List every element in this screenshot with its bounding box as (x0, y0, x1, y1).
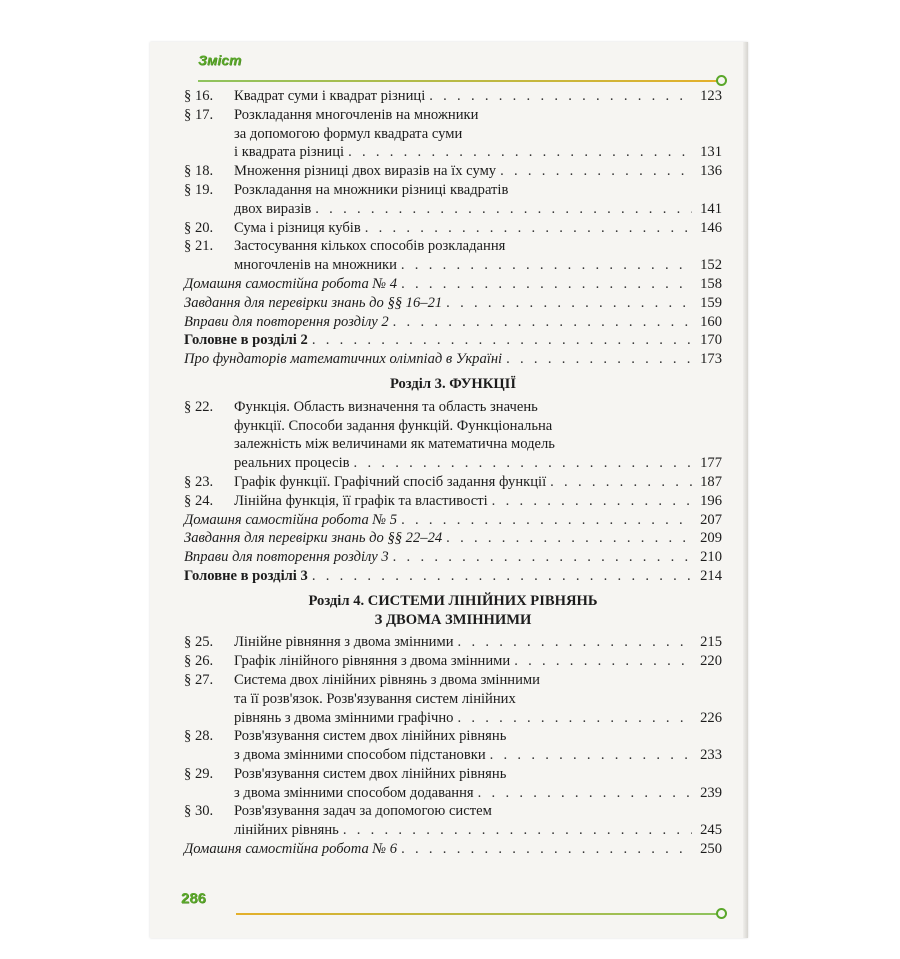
toc-entry-title: і квадрата різниці (234, 144, 345, 161)
toc-leader-dots (401, 840, 692, 859)
toc-page-number: 160 (700, 313, 722, 330)
toc-section-4 (184, 633, 722, 859)
toc-leader-dots (401, 275, 692, 294)
toc-entry (184, 529, 722, 548)
toc-entry-number: § 26. (184, 653, 214, 670)
toc-entry (184, 671, 722, 727)
toc-leader-dots (312, 567, 692, 586)
section-heading-line: Розділ 4. СИСТЕМИ ЛІНІЙНИХ РІВНЯНЬ (308, 592, 598, 609)
toc-leader-dots (401, 256, 692, 275)
toc-page-number: 233 (700, 747, 722, 764)
toc-entry-number: § 29. (184, 765, 214, 782)
toc-entry-title: Завдання для перевірки знань до §§ 16–21 (184, 294, 443, 311)
toc-entry-title: з двома змінними способом додавання (234, 784, 474, 801)
toc-entry-number: § 16. (184, 88, 214, 104)
toc-section-2-tail (184, 87, 722, 369)
toc-page-number: 214 (700, 567, 722, 584)
toc-entry-title: залежність між величинами як математична модель (234, 436, 555, 453)
toc-entry (184, 633, 722, 652)
section-4-heading (184, 592, 722, 630)
toc-entry-title: Сума і різниця кубів (234, 219, 361, 236)
toc-page-number: 207 (700, 511, 722, 528)
toc-entry-title: Завдання для перевірки знань до §§ 22–24 (184, 530, 443, 547)
footer-rule (236, 913, 720, 915)
footer-rule-circle-icon (716, 908, 727, 919)
toc-entry-title: лінійних рівнянь (234, 822, 339, 839)
toc-entry (184, 237, 722, 275)
toc-leader-dots (506, 350, 692, 369)
toc-page-number: 170 (700, 332, 722, 349)
toc-entry-number: § 23. (184, 473, 214, 490)
toc-page-number: 177 (700, 455, 722, 472)
toc-entry-number: § 25. (184, 634, 214, 651)
toc-page-number: 123 (700, 88, 722, 104)
toc-entry-number: § 19. (184, 181, 214, 198)
toc-leader-dots (401, 511, 692, 530)
toc-entry-title: Розкладання многочленів на множники (234, 106, 479, 123)
toc-leader-dots (315, 200, 692, 219)
toc-entry (184, 548, 722, 567)
toc-leader-dots (393, 548, 692, 567)
toc-entry-title: Вправи для повторення розділу 3 (184, 549, 389, 566)
toc-page-number: 209 (700, 530, 722, 547)
toc-page-number: 146 (700, 219, 722, 236)
toc-entry-title: Вправи для повторення розділу 2 (184, 313, 389, 330)
toc-entry (184, 181, 722, 219)
toc-page-number: 152 (700, 257, 722, 274)
toc-page-number: 159 (700, 294, 722, 311)
toc-page-number: 131 (700, 144, 722, 161)
toc-entry-title: Лінійна функція, її графік та властивості (234, 492, 488, 509)
toc-entry (184, 765, 722, 803)
toc-entry-number: § 21. (184, 238, 214, 255)
toc-leader-dots (343, 821, 692, 840)
toc-page-number: 187 (700, 473, 722, 490)
toc-entry-number: § 24. (184, 492, 214, 509)
toc-leader-dots (393, 313, 692, 332)
toc-entry (184, 473, 722, 492)
section-heading-line: З ДВОМА ЗМІННИМИ (374, 611, 532, 628)
toc-entry-title: Розв'язування задач за допомогою систем (234, 803, 492, 820)
section-heading-line: Розділ 3. ФУНКЦІЇ (389, 375, 517, 392)
toc-entry-title: Графік функції. Графічний спосіб задання функції (234, 473, 547, 490)
page-edge (743, 42, 748, 938)
toc-entry-title: Функція. Область визначення та область значень (234, 398, 538, 415)
toc-leader-dots (446, 294, 692, 313)
toc-entry-title: Домашня самостійна робота № 6 (184, 841, 398, 858)
toc-page-number: 210 (700, 549, 722, 566)
toc-entry (184, 567, 722, 586)
toc-entry-number: § 17. (184, 106, 214, 123)
toc-leader-dots (429, 87, 692, 106)
toc-entry-number: § 30. (184, 803, 214, 820)
toc-entry-title: функції. Способи задання функцій. Функціональна (234, 417, 553, 434)
toc-leader-dots (550, 473, 692, 492)
toc-entry-title: Застосування кількох способів розкладання (234, 238, 506, 255)
toc-leader-dots (446, 529, 692, 548)
toc-entry-title: Розкладання на множники різниці квадратів (234, 181, 509, 198)
section-3-heading (184, 375, 722, 394)
toc-leader-dots (500, 162, 692, 181)
toc-entry-title: рівнянь з двома змінними графічно (234, 709, 454, 726)
toc-entry-title: Графік лінійного рівняння з двома змінними (234, 653, 511, 670)
toc-entry-title: реальних процесів (234, 455, 350, 472)
toc-page-number: 226 (700, 709, 722, 726)
toc-leader-dots (354, 454, 692, 473)
running-header-title: Зміст (198, 52, 242, 68)
toc-page-number: 239 (700, 784, 722, 801)
toc-entry (184, 87, 722, 106)
toc-leader-dots (478, 784, 692, 803)
toc-entry-number: § 28. (184, 728, 214, 745)
toc-entry (184, 398, 722, 473)
toc-entry (184, 219, 722, 238)
toc-page-number: 196 (700, 492, 722, 509)
toc-entry-number: § 27. (184, 671, 214, 688)
toc-page-number: 250 (700, 841, 722, 858)
toc-entry (184, 350, 722, 369)
toc-entry (184, 652, 722, 671)
toc-entry-title: Розв'язування систем двох лінійних рівнянь (234, 765, 507, 782)
toc-entry-number: § 18. (184, 163, 214, 180)
toc-leader-dots (457, 709, 692, 728)
toc-entry-title: Головне в розділі 2 (184, 332, 308, 349)
toc-page-number: 141 (700, 200, 722, 217)
toc-entry-title: за допомогою формул квадрата суми (234, 125, 463, 142)
toc-entry (184, 275, 722, 294)
toc-entry-title: Лінійне рівняння з двома змінними (234, 634, 454, 651)
header-rule (198, 80, 720, 82)
toc-entry-title: Домашня самостійна робота № 4 (184, 275, 398, 292)
toc-leader-dots (514, 652, 692, 671)
toc-leader-dots (490, 746, 692, 765)
toc-page-number: 245 (700, 822, 722, 839)
toc-entry (184, 492, 722, 511)
toc-page-number: 215 (700, 634, 722, 651)
toc-entry-title: многочленів на множники (234, 257, 397, 274)
toc-leader-dots (312, 331, 692, 350)
toc-entry-title: Домашня самостійна робота № 5 (184, 511, 398, 528)
toc-entry-title: Розв'язування систем двох лінійних рівнянь (234, 728, 507, 745)
toc-entry (184, 331, 722, 350)
toc-entry (184, 106, 722, 162)
toc-entry-title: Головне в розділі 3 (184, 567, 308, 584)
book-page (150, 42, 748, 938)
toc-entry (184, 294, 722, 313)
toc-entry-title: Про фундаторів математичних олімпіад в Україні (184, 351, 503, 368)
page-number: 286 (181, 890, 207, 907)
toc-entry (184, 511, 722, 530)
toc-leader-dots (365, 219, 692, 238)
toc-entry (184, 313, 722, 332)
toc-entry (184, 162, 722, 181)
toc-page-number: 158 (700, 275, 722, 292)
table-of-contents (184, 87, 722, 859)
toc-page-number: 136 (700, 163, 722, 180)
toc-entry-title: Квадрат суми і квадрат різниці (234, 88, 426, 104)
toc-section-3 (184, 398, 722, 586)
toc-entry (184, 840, 722, 859)
toc-entry-number: § 22. (184, 398, 214, 415)
toc-entry-title: та її розв'язок. Розв'язування систем лінійних (234, 690, 516, 707)
toc-page-number: 220 (700, 653, 722, 670)
toc-leader-dots (458, 633, 692, 652)
toc-leader-dots (492, 492, 692, 511)
toc-entry-number: § 20. (184, 219, 214, 236)
toc-entry (184, 802, 722, 840)
toc-entry-title: Множення різниці двох виразів на їх суму (234, 163, 497, 180)
toc-leader-dots (348, 143, 692, 162)
toc-entry-title: Система двох лінійних рівнянь з двома змінними (234, 671, 540, 688)
toc-entry-title: двох виразів (234, 200, 312, 217)
header-rule-circle-icon (716, 75, 727, 86)
toc-page-number: 173 (700, 351, 722, 368)
toc-entry (184, 727, 722, 765)
toc-entry-title: з двома змінними способом підстановки (234, 747, 486, 764)
